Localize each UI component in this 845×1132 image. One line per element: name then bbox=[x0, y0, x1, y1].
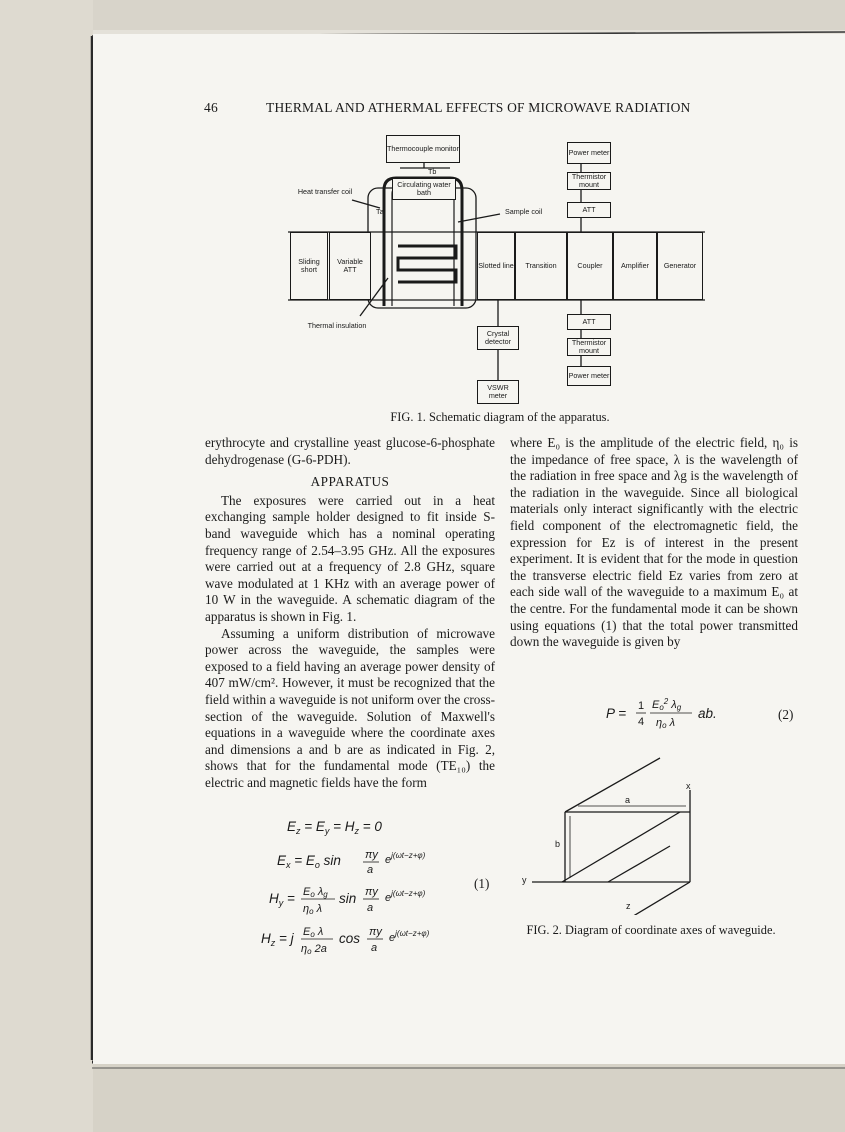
figure1-caption: FIG. 1. Schematic diagram of the apparatus. bbox=[390, 410, 610, 424]
svg-text:a: a bbox=[367, 864, 374, 876]
dim-a-label: a bbox=[625, 795, 631, 805]
amplifier-label: Amplifier bbox=[621, 260, 649, 270]
transition-label: Transition bbox=[525, 260, 557, 270]
amplifier-box bbox=[613, 232, 657, 300]
svg-text:sin: sin bbox=[339, 891, 357, 906]
vswr-meter-label: VSWR meter bbox=[487, 382, 509, 400]
svg-text:Eo2 λg: Eo$^2$ λg bbox=[652, 697, 682, 712]
svg-text:Hy =: $H_y$ = bbox=[269, 891, 295, 908]
svg-text:πy: πy bbox=[365, 886, 378, 898]
dim-b-label: b bbox=[555, 839, 561, 849]
svg-text:4: 4 bbox=[638, 716, 645, 728]
att-bottom-label: ATT bbox=[582, 316, 596, 326]
power-meter-top-box bbox=[567, 142, 611, 164]
power-meter-top-label: Power meter bbox=[568, 147, 610, 157]
svg-text:Eo λ: Eo λ bbox=[303, 926, 324, 939]
slotted-line-box bbox=[477, 232, 515, 300]
figure2-waveguide-diagram bbox=[520, 750, 700, 915]
thermistor-mount-top-label: Thermistor mount bbox=[571, 171, 607, 189]
ta-label: Ta bbox=[376, 207, 384, 216]
svg-text:P =: P = bbox=[606, 706, 627, 721]
crystal-detector-box bbox=[477, 326, 519, 350]
coupler-box bbox=[567, 232, 613, 300]
apparatus-paragraph-2: Assuming a uniform distribution of microwave power across the waveguide, the samples were exposed to a field having an average power density of 407 mW/cm². However, it must be recognized that the field within a waveguide is not uniform over the cross-section of the waveguide. Solution of Maxwell's equations in a waveguide where the coordinate axes and dimensions a and b are as indicated in Fig. 2, shows that for the fundamental mode (TE₁₀) the electric and magnetic fields have the form bbox=[205, 625, 495, 790]
tb-label: Tb bbox=[428, 167, 437, 176]
svg-text:Ex = Eo sin: $E_x = E_o$ sin bbox=[277, 853, 341, 870]
vswr-meter-box bbox=[477, 380, 519, 404]
svg-text:Hz = j: $H_z = j$ bbox=[261, 931, 294, 948]
att-top-box bbox=[567, 202, 611, 218]
thermal-insulation-label: Thermal insulation bbox=[307, 321, 367, 330]
svg-text:ej(ωt−z+φ): $e^{j(\omega t-z+\varphi)}$ bbox=[389, 929, 430, 944]
sliding-short-label: Sliding short bbox=[298, 256, 320, 274]
figure2-caption: FIG. 2. Diagram of coordinate axes of waveguide. bbox=[526, 923, 776, 937]
axis-x-label: x bbox=[686, 781, 691, 791]
att-top-label: ATT bbox=[582, 204, 596, 214]
att-bottom-box bbox=[567, 314, 611, 330]
svg-text:πy: πy bbox=[369, 926, 382, 938]
coupler-label: Coupler bbox=[577, 260, 603, 270]
intro-paragraph: erythrocyte and crystalline yeast glucose-6-phosphate dehydrogenase (G-6-PDH). bbox=[205, 435, 495, 467]
svg-text:ej(ωt−z+φ): $e^{j(\omega t-z+\varphi)}$ bbox=[385, 851, 426, 866]
equation-block-1 bbox=[255, 815, 455, 960]
variable-att-label: Variable ATT bbox=[337, 256, 363, 274]
generator-label: Generator bbox=[663, 260, 697, 270]
thermistor-mount-bottom-box bbox=[567, 338, 611, 356]
heat-transfer-coil-label: Heat transfer coil bbox=[297, 187, 353, 196]
thermocouple-monitor-box bbox=[386, 135, 460, 163]
transition-box bbox=[515, 232, 567, 300]
equation-2 bbox=[600, 694, 730, 734]
right-paragraph-1: where E₀ is the amplitude of the electric field, η₀ is the impedance of free space, λ is the wavelength of the radiation in free space and λg is the wavelength of the radiation in the waveguide. Since all biological materials only interact significantly with the electric field component of the electromagnetic field, the expression for Ez is of interest in the present experiment. It is evident that for the mode in question the transverse electric field Ez varies from zero at each side wall of the waveguide to a maximum E₀ at the centre. For the fundamental mode it can be shown using equations (1) that the total power transmitted down the waveguide is given by bbox=[510, 435, 798, 650]
thermistor-mount-bottom-label: Thermistor mount bbox=[571, 337, 607, 355]
svg-text:1: 1 bbox=[638, 700, 645, 712]
svg-text:ej(ωt−z+φ): $e^{j(\omega t-z+\varphi)}$ bbox=[385, 889, 426, 904]
left-column bbox=[205, 435, 495, 791]
svg-text:ηo 2a: ηo 2a bbox=[301, 943, 327, 956]
power-meter-bottom-box bbox=[567, 366, 611, 386]
circulating-water-bath-label: Circulating water bath bbox=[397, 179, 451, 197]
power-meter-bottom-label: Power meter bbox=[568, 370, 610, 380]
crystal-detector-label: Crystal detector bbox=[485, 328, 511, 346]
svg-text:ηo λ: ηo λ bbox=[303, 903, 323, 916]
running-title: THERMAL AND ATHERMAL EFFECTS OF MICROWAVE RADIATION bbox=[266, 100, 691, 115]
slotted-line-label: Slotted line bbox=[478, 260, 514, 270]
equation-1-number: (1) bbox=[474, 876, 490, 891]
svg-text:cos: cos bbox=[339, 931, 361, 946]
sliding-short-box bbox=[290, 232, 328, 300]
generator-box bbox=[657, 232, 703, 300]
sample-coil-label: Sample coil bbox=[505, 207, 543, 216]
right-column bbox=[510, 435, 798, 651]
svg-text:Ez = Ey = Hz = 0: $E_z = E_y = H_z = 0$ bbox=[287, 819, 382, 836]
section-heading: APPARATUS bbox=[310, 474, 390, 490]
svg-text:Eo λg: Eo λg bbox=[303, 886, 328, 899]
svg-text:ab.: ab. bbox=[698, 706, 717, 721]
svg-text:ηo λ: ηo λ bbox=[656, 717, 676, 730]
svg-text:a: a bbox=[371, 942, 378, 954]
axis-y-label: y bbox=[522, 875, 527, 885]
equation-2-number: (2) bbox=[778, 707, 794, 722]
thermistor-mount-top-box bbox=[567, 172, 611, 190]
page-number: 46 bbox=[204, 100, 218, 115]
circulating-water-bath-box bbox=[392, 178, 456, 200]
thermocouple-monitor-label: Thermocouple monitor bbox=[387, 143, 459, 153]
axis-z-label: z bbox=[626, 901, 631, 911]
apparatus-paragraph-1: The exposures were carried out in a heat exchanging sample holder designed to fit inside S-band waveguide which has a nominal operating frequency range of 2.54–3.95 GHz. All the exposures were carried out at a frequency of 2.8 GHz, square wave modulated at 1 KHz with an average power of 10 W in the waveguide. A schematic diagram of the apparatus is shown in Fig. 1. bbox=[205, 492, 495, 624]
variable-att-box bbox=[329, 232, 371, 300]
svg-text:πy: πy bbox=[365, 849, 378, 861]
svg-text:a: a bbox=[367, 902, 374, 914]
